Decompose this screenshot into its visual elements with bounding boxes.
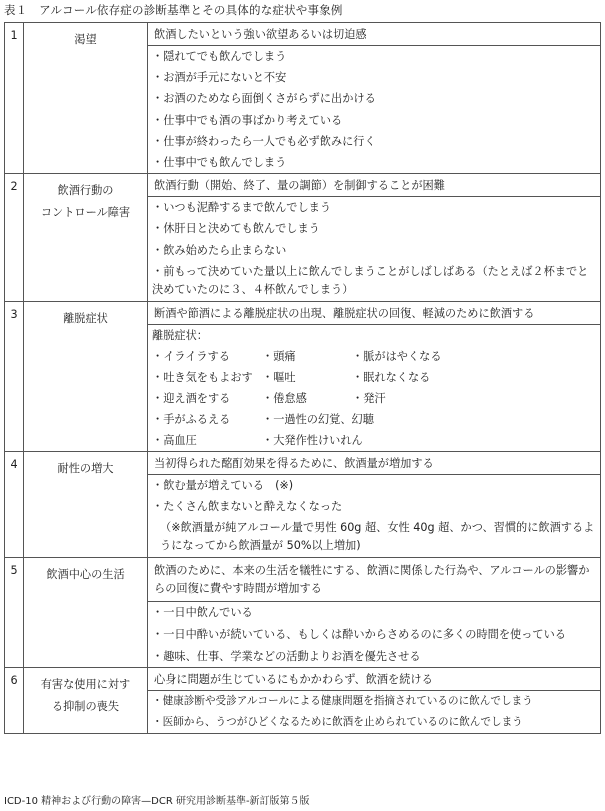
list-item: ・一日中飲んでいる [152, 606, 253, 620]
table-row [5, 174, 601, 302]
example-list [148, 691, 600, 733]
list-item: ・医師から、うつがひどくなるために飲酒を止められているのに飲んでしまう [152, 716, 523, 729]
symptom-item: ・一過性の幻覚、幻聴 [262, 413, 374, 427]
criterion-detail [148, 452, 601, 558]
criterion-detail [148, 174, 601, 302]
criterion-detail [148, 23, 601, 174]
criterion-description: 飲酒行動（開始、終了、量の調節）を制御することが困難 [148, 174, 600, 197]
list-item: ・お酒が手元にないと不安 [152, 71, 287, 85]
list-item: ・仕事中でも酒の事ばかり考えている [152, 113, 343, 127]
example-list [148, 325, 600, 451]
criterion-name-line: 有害な使用に対す [40, 677, 131, 691]
symptom-item: ・高血圧 [152, 434, 197, 448]
example-list [148, 197, 600, 301]
row-number: 5 [5, 558, 24, 667]
table-row [5, 301, 601, 451]
row-number: 6 [5, 667, 24, 733]
criterion-description: 断酒や節酒による離脱症状の出現、離脱症状の回復、軽減のために飲酒する [148, 302, 600, 325]
criterion-name-line: コントロール障害 [40, 206, 131, 220]
criterion-name-line: る抑制の喪失 [51, 699, 120, 713]
symptom-grid [152, 346, 596, 451]
table-row [5, 558, 601, 667]
example-list [148, 46, 600, 173]
criterion-name [24, 667, 148, 733]
symptom-item: ・頭痛 [262, 350, 296, 364]
row-number: 4 [5, 452, 24, 558]
list-item: ・前もって決めていた量以上に飲んでしまうことがしばしばある（たとえば２杯までと決めていたのに３、４杯飲んでしまう） [152, 264, 589, 296]
criterion-description: 当初得られた酩酊効果を得るために、飲酒量が増加する [148, 452, 600, 475]
criterion-detail [148, 558, 601, 667]
example-list [148, 475, 600, 557]
table-row [5, 667, 601, 733]
criterion-name: 耐性の増大 [24, 452, 148, 558]
table-row [5, 23, 601, 174]
symptom-item [352, 409, 596, 430]
criterion-name [24, 174, 148, 302]
list-item: ・健康診断や受診アルコールによる健康問題を指摘されているのに飲んでしまう [152, 694, 533, 707]
symptom-item: ・イライラする [152, 350, 230, 364]
table-row [5, 452, 601, 558]
list-item: ・仕事中でも飲んでしまう [152, 156, 287, 170]
criterion-name: 離脱症状 [24, 301, 148, 451]
criterion-description: 飲酒のために、本来の生活を犠牲にする、飲酒に関係した行為や、アルコールの影響からの回復に費やす時間が増加する [148, 558, 600, 602]
footnote: （※飲酒量が純アルコール量で男性 60g 超、女性 40g 超、かつ、習慣的に飲酒するようになってから飲酒量が 50%以上増加) [160, 521, 595, 553]
list-item: ・お酒のためなら面倒くさがらずに出かける [152, 92, 376, 106]
criterion-detail [148, 667, 601, 733]
symptom-item: ・迎え酒をする [152, 392, 231, 406]
table-caption: 表１ アルコール依存症の診断基準とその具体的な症状や事象例 [4, 3, 343, 17]
symptom-item: ・吐き気をもよおす [152, 371, 253, 385]
symptom-item: ・発汗 [352, 392, 386, 406]
criterion-name: 渇望 [24, 23, 148, 174]
diagnostic-criteria-table [4, 22, 601, 734]
criterion-description: 飲酒したいという強い欲望あるいは切迫感 [148, 23, 600, 46]
criterion-description: 心身に問題が生じているにもかかわらず、飲酒を続ける [148, 668, 600, 691]
list-item: ・飲む量が増えている (※) [152, 479, 294, 493]
symptom-item: ・脈がはやくなる [352, 350, 442, 364]
symptom-item: ・眠れなくなる [352, 371, 431, 385]
source-footnote: ICD-10 精神および行動の障害—DCR 研究用診断基準-新訂版第５版 [4, 796, 310, 807]
list-item: ・隠れてでも飲んでしまう [152, 50, 287, 63]
row-number: 3 [5, 301, 24, 451]
symptom-item: ・手がふるえる [152, 413, 231, 427]
symptom-item [352, 430, 596, 451]
row-number: 2 [5, 174, 24, 302]
list-item: ・たくさん飲まないと酔えなくなった [152, 500, 343, 514]
criterion-name-line: 飲酒行動の [57, 184, 114, 198]
list-item: ・飲み始めたら止まらない [152, 243, 287, 257]
symptom-label: 離脱症状： [152, 328, 208, 342]
criterion-detail [148, 301, 601, 451]
list-item: ・いつも泥酔するまで飲んでしまう [152, 201, 332, 215]
example-list [148, 602, 600, 666]
list-item: ・一日中酔いが続いている、もしくは酔いからさめるのに多くの時間を使っている [152, 627, 566, 641]
list-item: ・休肝日と決めても飲んでしまう [152, 222, 320, 236]
row-number: 1 [5, 23, 24, 174]
criterion-name: 飲酒中心の生活 [24, 558, 148, 667]
symptom-item: ・大発作性けいれん [262, 434, 363, 448]
symptom-item: ・嘔吐 [262, 371, 296, 385]
list-item: ・仕事が終わったら一人でも必ず飲みに行く [152, 134, 376, 148]
symptom-item: ・倦怠感 [262, 392, 307, 406]
list-item: ・趣味、仕事、学業などの活動よりお酒を優先させる [152, 649, 421, 663]
